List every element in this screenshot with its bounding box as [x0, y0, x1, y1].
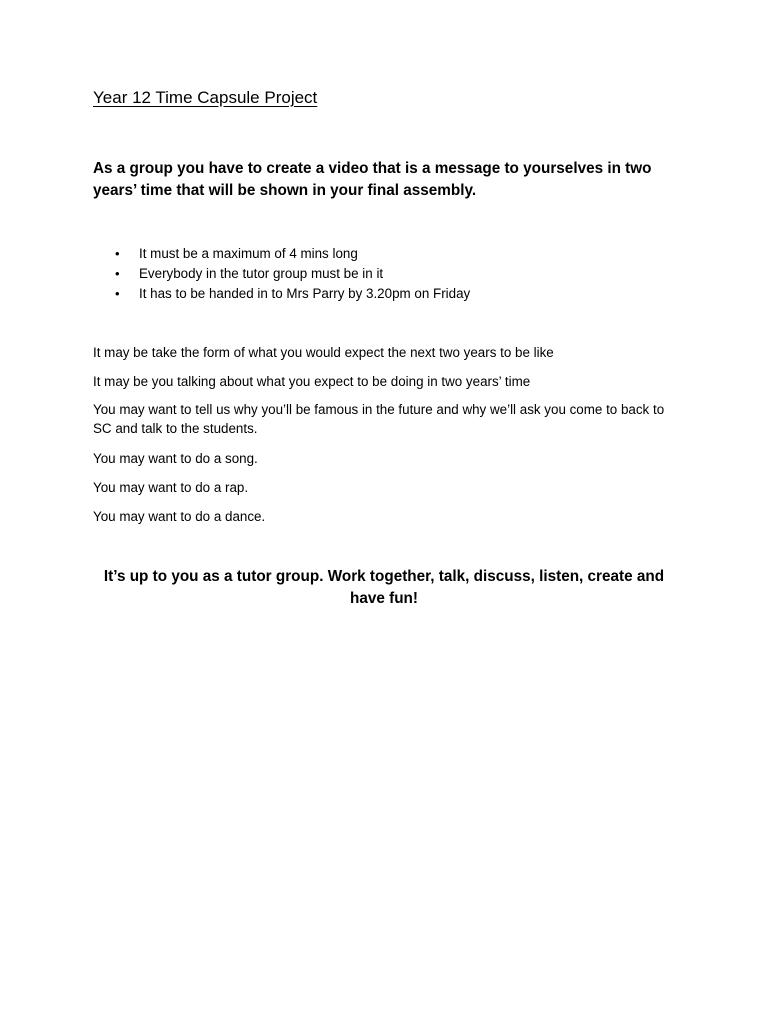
closing-statement: It’s up to you as a tutor group. Work together, talk, discuss, listen, create and have fun! — [103, 568, 665, 607]
intro-paragraph: As a group you have to create a video that is a message to yourselves in two years’ time that will be shown in your final assembly. — [93, 160, 652, 199]
list-item — [93, 264, 683, 284]
list-item — [93, 284, 683, 304]
paragraph: It may be take the form of what you would expect the next two years to be like — [93, 345, 554, 360]
paragraph: You may want to do a song. — [93, 451, 258, 466]
paragraph: You may want to tell us why you’ll be famous in the future and why we’ll ask you come to back to SC and talk to the students. — [93, 402, 665, 436]
document-title: Year 12 Time Capsule Project — [93, 88, 318, 107]
list-item-text: Everybody in the tutor group must be in it — [139, 266, 384, 281]
list-item — [93, 244, 683, 264]
list-item-text: It must be a maximum of 4 mins long — [139, 246, 358, 261]
paragraph: You may want to do a dance. — [93, 509, 266, 524]
list-item-text: It has to be handed in to Mrs Parry by 3.20pm on Friday — [139, 286, 471, 301]
requirements-list — [93, 244, 683, 304]
bullet-icon: • — [115, 246, 120, 261]
paragraph: You may want to do a rap. — [93, 480, 249, 495]
paragraph: It may be you talking about what you expect to be doing in two years’ time — [93, 374, 531, 389]
bullet-icon: • — [115, 286, 120, 301]
bullet-icon: • — [115, 266, 120, 281]
